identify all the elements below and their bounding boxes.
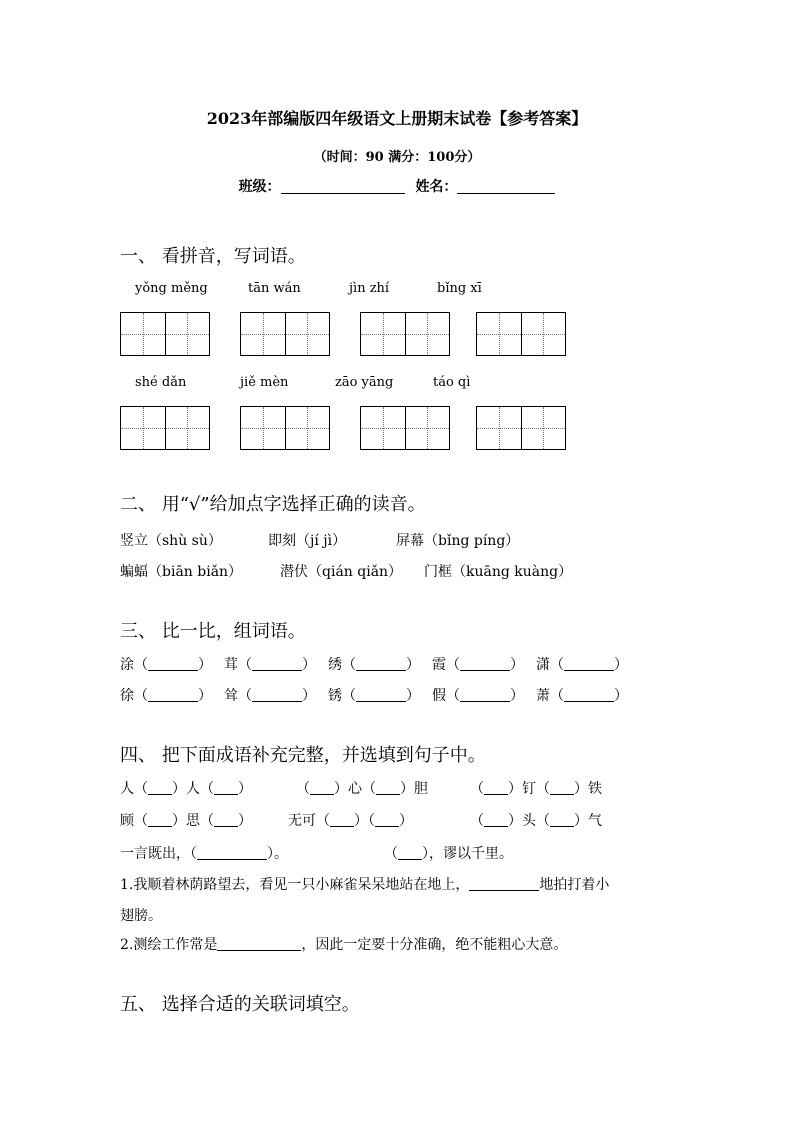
sentence-2: 2.测绘工作常是 ，因此一定要十分准确，绝不能粗心大意。 [120,937,568,953]
answer-blank[interactable] [148,688,198,702]
answer-blank[interactable] [252,657,302,671]
reading-choice[interactable]: 蝙蝠（biān biǎn） [120,564,243,580]
idiom-item: （ ）心（ ）胆 [296,781,428,797]
compare-item: 涂（ ） [120,657,212,673]
name-field[interactable] [457,179,555,194]
idiom-item: 人（ ）人（ ） [120,781,252,797]
answer-blank[interactable] [469,877,539,891]
idiom-item: （ ）头（ ）气 [470,813,602,829]
answer-blank[interactable] [217,937,301,951]
idiom-item: 一言既出，（ ）。 [120,846,288,862]
answer-blank[interactable] [252,688,302,702]
answer-blank[interactable] [356,688,406,702]
class-field[interactable] [281,179,405,194]
pinyin: tān wán [248,281,301,296]
name-label: 姓名： [415,179,458,195]
page-title: 2023年部编版四年级语文上册期末试卷【参考答案】 [206,109,588,128]
writing-grid[interactable] [120,312,210,356]
compare-item: 锈（ ） [328,688,420,704]
answer-blank[interactable] [460,688,510,702]
compare-item: 假（ ） [432,688,524,704]
pinyin: jiě mèn [240,375,289,390]
answer-blank[interactable] [564,657,614,671]
writing-grid[interactable] [476,312,566,356]
writing-grid[interactable] [360,406,450,450]
pinyin: shé dǎn [135,375,187,390]
reading-choice[interactable]: 即刻（jí jì） [268,533,347,549]
exam-info: （时间：90 满分：100分） [313,150,481,165]
sentence-1: 1.我顺着林荫路望去，看见一只小麻雀呆呆地站在地上， 地拍打着小 [120,877,610,893]
class-label: 班级： [238,179,281,195]
reading-choice[interactable]: 屏幕（bǐng píng） [396,533,520,549]
compare-item: 潇（ ） [536,657,628,673]
answer-blank[interactable] [356,657,406,671]
pinyin: bǐng xī [437,281,482,296]
answer-blank[interactable] [460,657,510,671]
reading-choice[interactable]: 门框（kuāng kuàng） [424,564,573,580]
compare-item: 萧（ ） [536,688,628,704]
reading-choice[interactable]: 竖立（shù sù） [120,533,222,549]
student-info [0,176,794,196]
compare-item: 徐（ ） [120,688,212,704]
section1-heading: 一、 看拼音，写词语。 [120,246,306,267]
writing-grid[interactable] [240,406,330,450]
compare-item: 耸（ ） [224,688,316,704]
idiom-item: 无可（ ）（ ） [288,813,413,829]
pinyin: zāo yāng [335,375,394,390]
writing-grid[interactable] [476,406,566,450]
compare-item: 茸（ ） [224,657,316,673]
pinyin: yǒng měng [135,281,208,296]
compare-item: 绣（ ） [328,657,420,673]
writing-grid[interactable] [120,406,210,450]
answer-blank[interactable] [148,657,198,671]
pinyin: táo qì [433,375,471,390]
reading-choice[interactable]: 潜伏（qián qiǎn） [280,564,403,580]
pinyin: jìn zhí [349,281,390,296]
writing-grid[interactable] [360,312,450,356]
compare-item: 霞（ ） [432,657,524,673]
section3-heading: 三、 比一比，组词语。 [120,621,306,642]
section2-heading: 二、 用“√”给加点字选择正确的读音。 [120,494,426,515]
section4-heading: 四、 把下面成语补充完整，并选填到句子中。 [120,745,486,766]
sentence-1-cont: 翅膀。 [120,908,162,924]
writing-grid[interactable] [240,312,330,356]
idiom-item: （ ）钉（ ）铁 [470,781,602,797]
idiom-item: 顾（ ）思（ ） [120,813,252,829]
answer-blank[interactable] [564,688,614,702]
idiom-item: （ ），谬以千里。 [384,846,513,862]
section5-heading: 五、 选择合适的关联词填空。 [120,994,360,1015]
